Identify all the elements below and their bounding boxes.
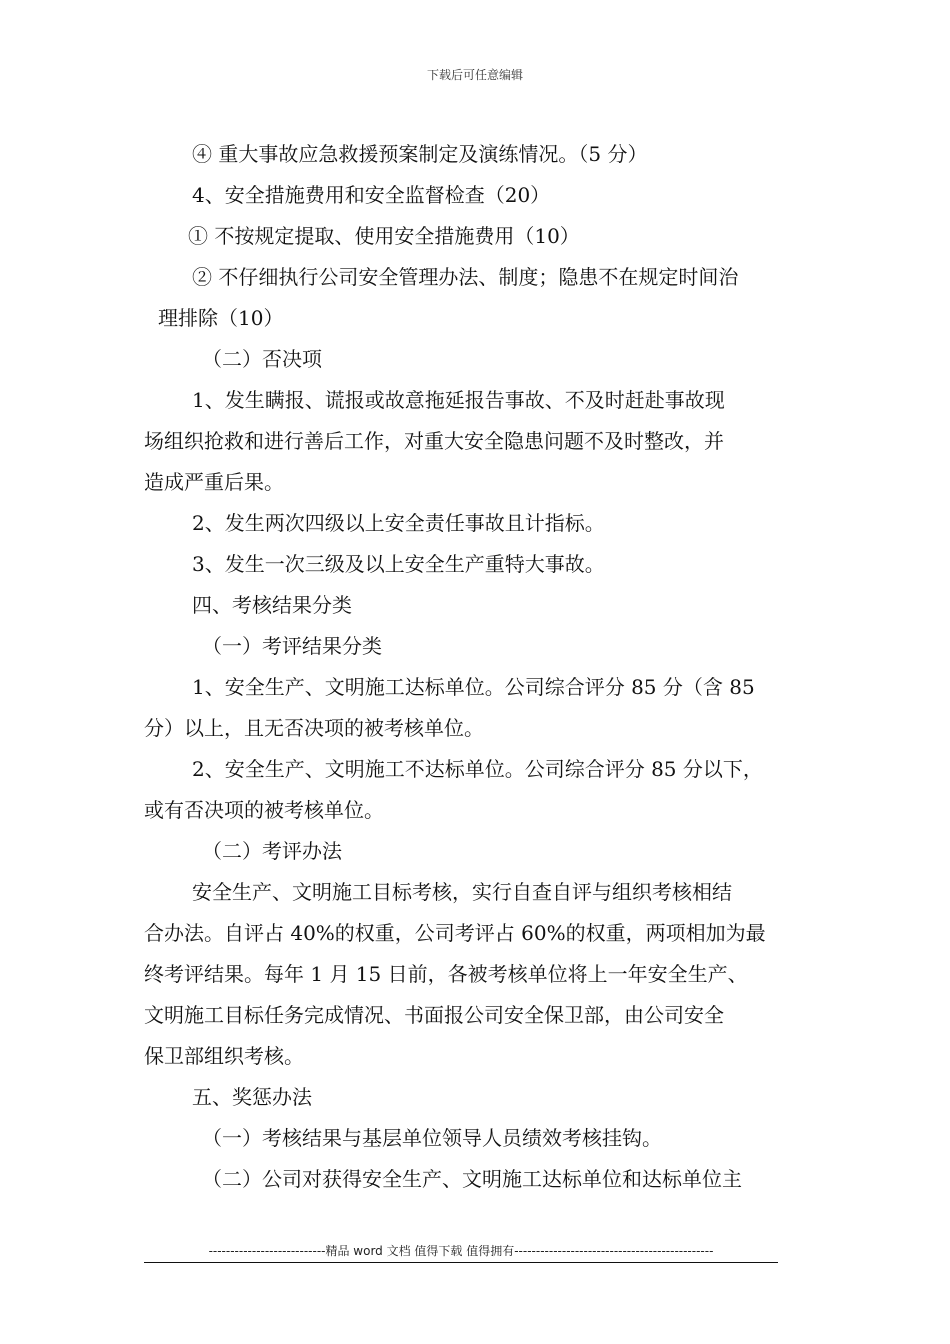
text-line: ④ 重大事故应急救援预案制定及演练情况。（5 分） — [192, 142, 648, 166]
footer-divider — [144, 1262, 778, 1263]
document-body — [144, 134, 816, 1200]
text-line: （二）公司对获得安全生产、文明施工达标单位和达标单位主 — [202, 1167, 742, 1191]
text-line: 1、安全生产、文明施工达标单位。公司综合评分 85 分（含 85 — [192, 675, 755, 699]
text-line: 保卫部组织考核。 — [144, 1044, 304, 1068]
text-line: 1、发生瞒报、谎报或故意拖延报告事故、不及时赶赴事故现 — [192, 388, 725, 412]
page-footer: ---------------------------精品 word 文档 值得下载 值得拥有---------------------------------------------- — [208, 1244, 714, 1258]
text-line: 或有否决项的被考核单位。 — [144, 798, 384, 822]
text-line: 终考评结果。每年 1 月 15 日前，各被考核单位将上一年安全生产、 — [144, 962, 748, 986]
text-line: 五、奖惩办法 — [192, 1085, 312, 1109]
text-line: 安全生产、文明施工目标考核，实行自查自评与组织考核相结 — [192, 880, 732, 904]
text-line: 4、安全措施费用和安全监督检查（20） — [192, 183, 551, 207]
text-line: ② 不仔细执行公司安全管理办法、制度；隐患不在规定时间治 — [192, 265, 739, 289]
text-line: 2、安全生产、文明施工不达标单位。公司综合评分 85 分以下， — [192, 757, 763, 781]
text-line: 造成严重后果。 — [144, 470, 284, 494]
text-line: 文明施工目标任务完成情况、书面报公司安全保卫部，由公司安全 — [144, 1003, 724, 1027]
page-header: 下载后可任意编辑 — [426, 68, 523, 82]
text-line: （一）考评结果分类 — [202, 634, 382, 658]
text-line: 合办法。自评占 40%的权重，公司考评占 60%的权重，两项相加为最 — [144, 921, 766, 945]
text-line: （二）否决项 — [202, 347, 322, 371]
text-line: 场组织抢救和进行善后工作，对重大安全隐患问题不及时整改，并 — [144, 429, 724, 453]
text-line: 2、发生两次四级以上安全责任事故且计指标。 — [192, 511, 605, 535]
text-line: ① 不按规定提取、使用安全措施费用（10） — [188, 224, 580, 248]
text-line: 理排除（10） — [158, 306, 284, 330]
text-line: （一）考核结果与基层单位领导人员绩效考核挂钩。 — [202, 1126, 662, 1150]
text-line: （二）考评办法 — [202, 839, 342, 863]
text-line: 3、发生一次三级及以上安全生产重特大事故。 — [192, 552, 605, 576]
text-line: 四、考核结果分类 — [192, 593, 352, 617]
text-line: 分）以上，且无否决项的被考核单位。 — [144, 716, 484, 740]
